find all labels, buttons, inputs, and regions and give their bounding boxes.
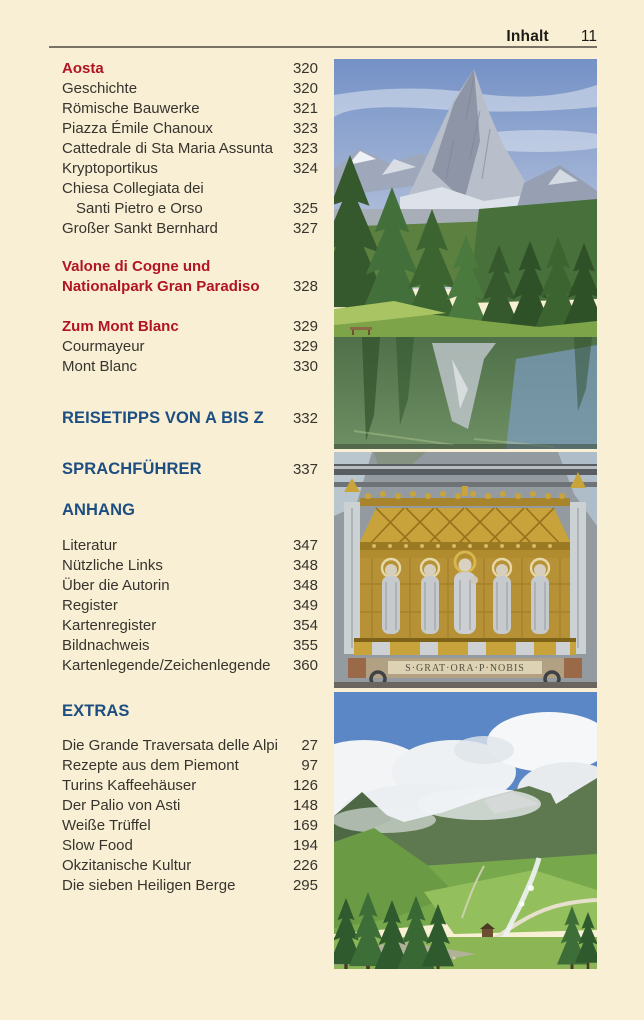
- toc-group-aosta: [62, 59, 318, 239]
- toc-entry-page: 360: [292, 657, 318, 674]
- toc-row: [62, 99, 318, 119]
- toc-entry-label: Aosta: [62, 60, 104, 77]
- toc-group-extras-entries: [62, 736, 318, 896]
- toc-entry-page: 320: [292, 60, 318, 77]
- toc-row: [62, 636, 318, 656]
- toc-row: [62, 700, 318, 722]
- toc-entry-page: 126: [292, 777, 318, 794]
- toc-entry-label: EXTRAS: [62, 702, 130, 720]
- toc-entry-label: Nationalpark Gran Paradiso: [62, 278, 260, 295]
- toc-row: [62, 736, 318, 756]
- toc-entry-label: Großer Sankt Bernhard: [62, 220, 218, 237]
- toc-entry-page: 320: [292, 80, 318, 97]
- toc-entry-page: 226: [292, 857, 318, 874]
- toc-group-reisetipps: [62, 407, 318, 429]
- alpine-valley-illustration: [334, 692, 597, 969]
- toc-row: [62, 199, 318, 219]
- toc-entry-page: 337: [292, 461, 318, 478]
- toc-row: [62, 616, 318, 636]
- toc-entry-page: 348: [292, 577, 318, 594]
- toc-entry-page: 349: [292, 597, 318, 614]
- toc-row: [62, 59, 318, 79]
- toc-group-extras: [62, 700, 318, 722]
- toc-row: [62, 756, 318, 776]
- toc-entry-label: Weiße Trüffel: [62, 817, 151, 834]
- toc-row: [62, 596, 318, 616]
- toc-group-sprachfuehrer: [62, 458, 318, 480]
- toc-entry-label: Rezepte aus dem Piemont: [62, 757, 239, 774]
- toc-entry-page: 324: [292, 160, 318, 177]
- toc-entry-label: Über die Autorin: [62, 577, 170, 594]
- header-title: Inhalt: [506, 28, 549, 45]
- toc-entry-label: Slow Food: [62, 837, 133, 854]
- page-number: 11: [580, 28, 597, 45]
- toc-row: [62, 836, 318, 856]
- toc-entry-label: REISETIPPS VON A BIS Z: [62, 409, 264, 427]
- toc-entry-page: 354: [292, 617, 318, 634]
- toc-group-cogne: [62, 257, 318, 297]
- toc-entry-label: ANHANG: [62, 501, 136, 519]
- toc-row: [62, 219, 318, 239]
- toc-row: [62, 499, 318, 521]
- reliquary-photo: [334, 452, 597, 688]
- header-rule: [49, 46, 597, 48]
- table-of-contents: [62, 59, 318, 896]
- toc-entry-label: Cattedrale di Sta Maria Assunta: [62, 140, 273, 157]
- toc-row: [62, 317, 318, 337]
- toc-entry-page: 169: [292, 817, 318, 834]
- page-header: [506, 28, 597, 46]
- toc-row: [62, 139, 318, 159]
- toc-entry-label: Valone di Cogne und: [62, 258, 211, 275]
- toc-entry-page: 194: [292, 837, 318, 854]
- toc-group-anhang-entries: [62, 536, 318, 676]
- toc-entry-label: Römische Bauwerke: [62, 100, 200, 117]
- toc-entry-label: Literatur: [62, 537, 118, 554]
- toc-entry-label: Kartenregister: [62, 617, 157, 634]
- toc-entry-page: 97: [301, 757, 318, 774]
- toc-entry-page: 328: [292, 278, 318, 295]
- toc-entry-label: Geschichte: [62, 80, 138, 97]
- toc-row: [62, 816, 318, 836]
- toc-entry-label: Zum Mont Blanc: [62, 318, 179, 335]
- toc-entry-page: 321: [292, 100, 318, 117]
- toc-row: [62, 656, 318, 676]
- toc-entry-page: 27: [301, 737, 318, 754]
- toc-group-anhang: [62, 499, 318, 521]
- toc-row: [62, 876, 318, 896]
- toc-row: [62, 337, 318, 357]
- toc-row: [62, 119, 318, 139]
- toc-row: [62, 856, 318, 876]
- toc-entry-label: Turins Kaffeehäuser: [62, 777, 197, 794]
- toc-entry-label: Courmayeur: [62, 338, 145, 355]
- toc-entry-label: Santi Pietro e Orso: [76, 200, 203, 217]
- toc-entry-page: 325: [292, 200, 318, 217]
- toc-entry-page: 329: [292, 318, 318, 335]
- toc-row: [62, 257, 318, 277]
- reliquary-inscription: S·GRAT·ORA·P·NOBIS: [405, 663, 525, 674]
- toc-entry-label: Mont Blanc: [62, 358, 138, 375]
- matterhorn-lake-photo: [334, 59, 597, 449]
- toc-entry-label: Die sieben Heiligen Berge: [62, 877, 236, 894]
- toc-entry-label: Chiesa Collegiata dei: [62, 180, 204, 197]
- toc-entry-page: 348: [292, 557, 318, 574]
- toc-entry-label: Die Grande Traversata delle Alpi: [62, 737, 278, 754]
- toc-group-montblanc: [62, 317, 318, 377]
- toc-entry-page: 323: [292, 140, 318, 157]
- toc-row: [62, 796, 318, 816]
- toc-entry-page: 327: [292, 220, 318, 237]
- toc-entry-label: Register: [62, 597, 118, 614]
- toc-row: [62, 179, 318, 199]
- toc-entry-page: 347: [292, 537, 318, 554]
- matterhorn-lake-illustration: [334, 59, 597, 449]
- alpine-valley-photo: [334, 692, 597, 969]
- toc-entry-label: Kryptoportikus: [62, 160, 158, 177]
- toc-entry-page: 323: [292, 120, 318, 137]
- toc-entry-label: Der Palio von Asti: [62, 797, 181, 814]
- toc-row: [62, 556, 318, 576]
- toc-row: [62, 159, 318, 179]
- toc-entry-page: 330: [292, 358, 318, 375]
- toc-entry-label: Nützliche Links: [62, 557, 163, 574]
- toc-entry-page: 332: [292, 410, 318, 427]
- toc-entry-page: 148: [292, 797, 318, 814]
- toc-entry-label: Kartenlegende/Zeichenlegende: [62, 657, 271, 674]
- toc-entry-label: Bildnachweis: [62, 637, 150, 654]
- toc-entry-page: 355: [292, 637, 318, 654]
- toc-entry-page: 329: [292, 338, 318, 355]
- toc-entry-page: 295: [292, 877, 318, 894]
- toc-row: [62, 277, 318, 297]
- toc-entry-label: Piazza Émile Chanoux: [62, 120, 213, 137]
- toc-row: [62, 458, 318, 480]
- reliquary-illustration: [334, 452, 597, 688]
- toc-row: [62, 407, 318, 429]
- toc-row: [62, 576, 318, 596]
- toc-entry-label: Okzitanische Kultur: [62, 857, 192, 874]
- toc-row: [62, 357, 318, 377]
- toc-row: [62, 776, 318, 796]
- toc-row: [62, 536, 318, 556]
- toc-entry-label: SPRACHFÜHRER: [62, 460, 202, 478]
- toc-row: [62, 79, 318, 99]
